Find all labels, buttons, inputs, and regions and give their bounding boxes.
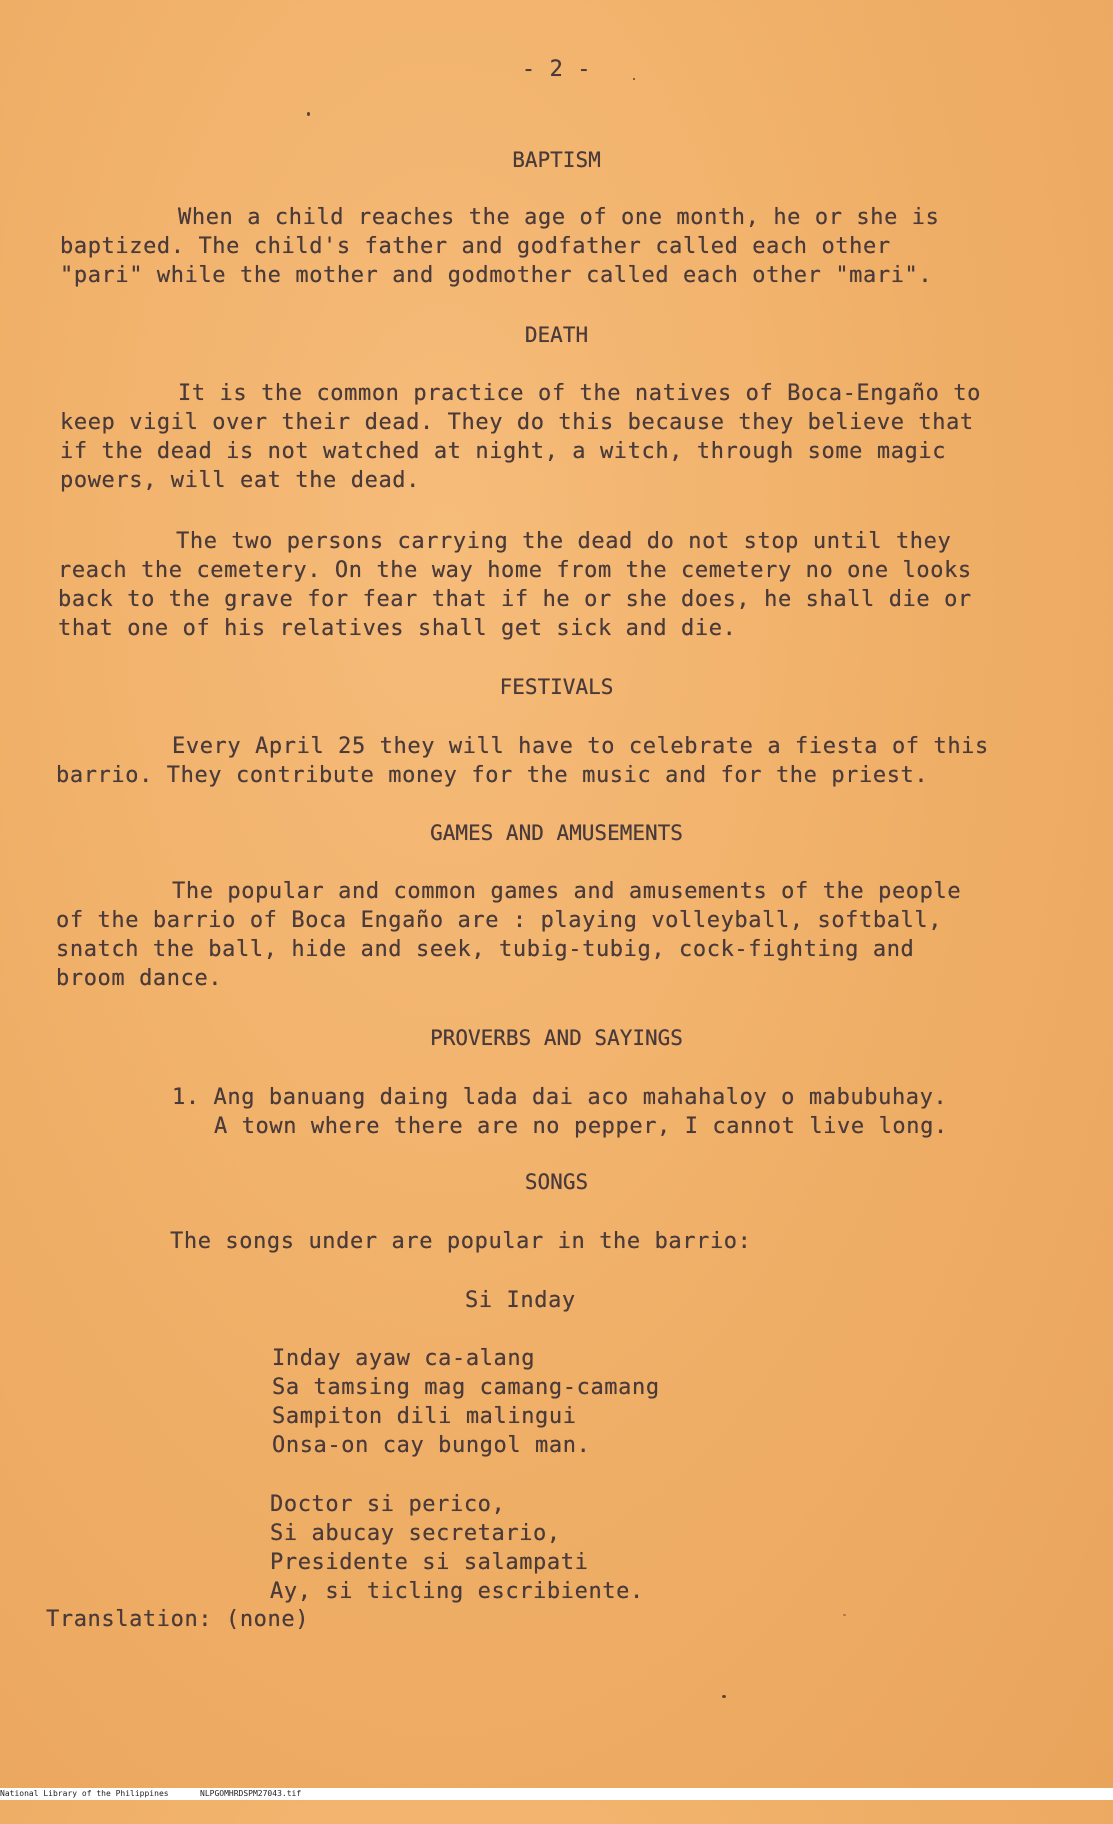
song-stanza-2-line-1: Doctor si perico, — [270, 1492, 506, 1517]
footer-file: NLPGOMHRDSPM27043.tif — [200, 1789, 302, 1798]
baptism-line-3: "pari" while the mother and godmother called each other "mari". — [60, 263, 933, 288]
scan-footer — [0, 1788, 1113, 1800]
death-p2-line-4: that one of his relatives shall get sick and die. — [58, 616, 737, 641]
song-stanza-2-line-2: Si abucay secretario, — [270, 1521, 561, 1546]
festivals-line-1: Every April 25 they will have to celebrate a fiesta of this — [172, 734, 989, 759]
games-heading: GAMES AND AMUSEMENTS — [430, 821, 683, 845]
death-p1-line-3: if the dead is not watched at night, a witch, through some magic — [60, 439, 947, 464]
song-stanza-1-line-4: Onsa-on cay bungol man. — [272, 1433, 591, 1458]
proverb-1-translation: A town where there are no pepper, I cannot live long. — [214, 1114, 948, 1139]
death-p2-line-3: back to the grave for fear that if he or she does, he shall die or — [58, 587, 972, 612]
death-p2-line-1: The two persons carrying the dead do not stop until they — [176, 529, 952, 554]
baptism-line-1: When a child reaches the age of one month, he or she is — [178, 205, 940, 230]
games-line-1: The popular and common games and amusements of the people — [172, 879, 962, 904]
death-p1-line-2: keep vigil over their dead. They do this because they believe that — [60, 410, 974, 435]
footer-library: National Library of the Philippines — [0, 1789, 169, 1798]
song-stanza-1-line-3: Sampiton dili malingui — [272, 1404, 577, 1429]
games-line-4: broom dance. — [56, 966, 223, 991]
song-stanza-2-line-3: Presidente si salampati — [270, 1550, 589, 1575]
games-line-2: of the barrio of Boca Engaño are : playing volleyball, softball, — [56, 908, 943, 933]
baptism-line-2: baptized. The child's father and godfather called each other — [60, 234, 891, 259]
translation-note: Translation: (none) — [46, 1607, 310, 1632]
paper-speck — [843, 1614, 846, 1616]
death-p1-line-4: powers, will eat the dead. — [60, 468, 420, 493]
song-title: Si Inday — [465, 1288, 576, 1313]
festivals-heading: FESTIVALS — [499, 675, 614, 699]
proverb-1-original: 1. Ang banuang daing lada dai aco mahahaloy o mabubuhay. — [172, 1085, 948, 1110]
song-stanza-1-line-2: Sa tamsing mag camang-camang — [272, 1375, 660, 1400]
death-heading: DEATH — [524, 323, 589, 347]
songs-heading: SONGS — [524, 1170, 589, 1194]
proverbs-heading: PROVERBS AND SAYINGS — [430, 1026, 683, 1050]
paper-speck — [307, 112, 310, 116]
festivals-line-2: barrio. They contribute money for the music and for the priest. — [56, 763, 929, 788]
page-number: - 2 - — [521, 57, 592, 82]
paper-speck — [722, 1695, 726, 1698]
games-line-3: snatch the ball, hide and seek, tubig-tubig, cock-fighting and — [56, 937, 915, 962]
songs-intro: The songs under are popular in the barrio: — [170, 1229, 752, 1254]
death-p2-line-2: reach the cemetery. On the way home from the cemetery no one looks — [58, 558, 972, 583]
death-p1-line-1: It is the common practice of the natives of Boca-Engaño to — [178, 381, 982, 406]
baptism-heading: BAPTISM — [512, 148, 601, 172]
paper-speck — [633, 78, 635, 80]
song-stanza-1-line-1: Inday ayaw ca-alang — [272, 1346, 536, 1371]
song-stanza-2-line-4: Ay, si ticling escribiente. — [270, 1579, 644, 1604]
